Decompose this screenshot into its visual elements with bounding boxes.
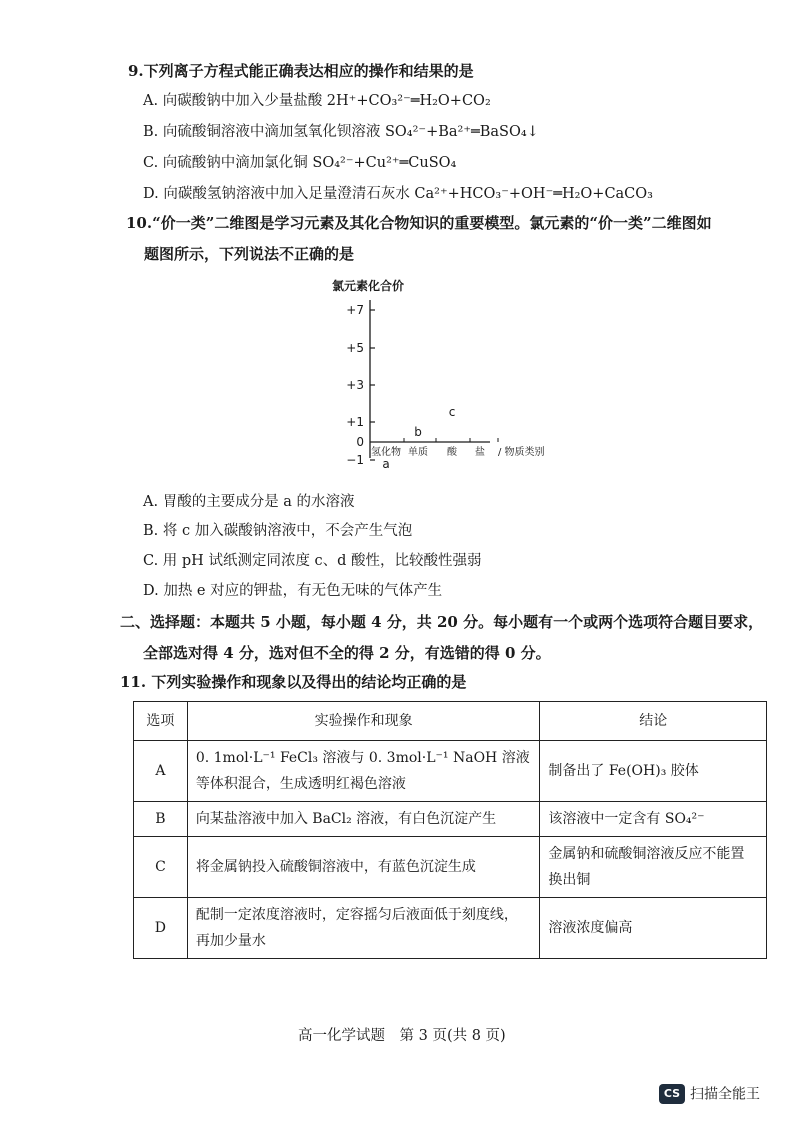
question-9-title: 9.下列离子方程式能正确表达相应的操作和结果的是 xyxy=(128,62,474,80)
row-conclusion: 溶液浓度偏高 xyxy=(540,898,767,959)
x-category-label: 盐 xyxy=(475,447,485,458)
table-header-row xyxy=(134,702,767,741)
row-option: D xyxy=(134,898,188,959)
row-conclusion: 制备出了 Fe(OH)₃ 胶体 xyxy=(540,741,767,802)
section-2-instructions-line2: 全部选对得 4 分，选对但不全的得 2 分，有选错的得 0 分。 xyxy=(143,644,551,662)
camscanner-logo-icon: CS xyxy=(659,1084,685,1104)
chart-title: 氯元素化合价 xyxy=(332,279,405,293)
q9-option-a: A. 向碳酸钠中加入少量盐酸 2H⁺+CO₃²⁻═H₂O+CO₂ xyxy=(143,93,491,109)
q10-option-b: B. 将 c 加入碳酸钠溶液中，不会产生气泡 xyxy=(143,523,413,539)
row-option: A xyxy=(134,741,188,802)
question-10-title-line1: 10.“价一类”二维图是学习元素及其化合物知识的重要模型。氯元素的“价一类”二维图如 xyxy=(126,214,712,232)
table-row xyxy=(134,741,767,802)
y-tick-label: +3 xyxy=(346,378,364,392)
row-operation: 将金属钠投入硫酸铜溶液中，有蓝色沉淀生成 xyxy=(187,837,540,898)
y-tick-label: +1 xyxy=(346,415,364,429)
y-tick-label: −1 xyxy=(346,453,364,467)
row-operation: 配制一定浓度溶液时，定容摇匀后液面低于刻度线，再加少量水 xyxy=(187,898,540,959)
q9-option-b: B. 向硫酸铜溶液中滴加氢氧化钡溶液 SO₄²⁻+Ba²⁺═BaSO₄↓ xyxy=(143,124,539,140)
q10-option-a: A. 胃酸的主要成分是 a 的水溶液 xyxy=(143,494,355,510)
row-conclusion: 该溶液中一定含有 SO₄²⁻ xyxy=(540,802,767,837)
data-point-label-a: a xyxy=(382,457,390,471)
row-option: C xyxy=(134,837,188,898)
header-conclusion: 结论 xyxy=(540,702,767,741)
q10-option-d: D. 加热 e 对应的钾盐，有无色无味的气体产生 xyxy=(143,583,443,599)
header-operation: 实验操作和现象 xyxy=(187,702,540,741)
table-row xyxy=(134,898,767,959)
valence-class-chart xyxy=(320,272,560,472)
row-operation: 向某盐溶液中加入 BaCl₂ 溶液，有白色沉淀产生 xyxy=(187,802,540,837)
x-category-label: 酸 xyxy=(447,447,457,458)
question-11-title: 11. 下列实验操作和现象以及得出的结论均正确的是 xyxy=(120,673,467,691)
q9-option-d: D. 向碳酸氢钠溶液中加入足量澄清石灰水 Ca²⁺+HCO₃⁻+OH⁻═H₂O+CaCO₃ xyxy=(143,186,653,202)
question-10-title-line2: 题图所示，下列说法不正确的是 xyxy=(144,245,355,263)
header-option: 选项 xyxy=(134,702,188,741)
scanner-watermark xyxy=(659,1083,760,1104)
data-point-label-c: c xyxy=(448,405,456,419)
section-2-instructions-line1: 二、选择题：本题共 5 小题，每小题 4 分，共 20 分。每小题有一个或两个选项符合题目要求， xyxy=(120,613,764,631)
data-point-label-b: b xyxy=(414,425,422,439)
row-conclusion: 金属钠和硫酸铜溶液反应不能置换出铜 xyxy=(540,837,767,898)
y-tick-label: +7 xyxy=(346,303,364,317)
experiment-table xyxy=(133,701,767,959)
x-category-label: 氢化物 xyxy=(371,447,401,458)
row-option: B xyxy=(134,802,188,837)
table-row xyxy=(134,837,767,898)
x-category-label: 单质 xyxy=(408,447,428,458)
page-footer: 高一化学试题 第 3 页(共 8 页) xyxy=(298,1028,506,1044)
table-row xyxy=(134,802,767,837)
x-axis-label: / 物质类别 xyxy=(498,447,545,458)
y-tick-label: 0 xyxy=(356,435,364,449)
q10-option-c: C. 用 pH 试纸测定同浓度 c、d 酸性，比较酸性强弱 xyxy=(143,553,482,569)
y-tick-label: +5 xyxy=(346,341,364,355)
row-operation: 0. 1mol·L⁻¹ FeCl₃ 溶液与 0. 3mol·L⁻¹ NaOH 溶液等体积混合，生成透明红褐色溶液 xyxy=(187,741,540,802)
q9-option-c: C. 向硫酸钠中滴加氯化铜 SO₄²⁻+Cu²⁺═CuSO₄ xyxy=(143,155,457,171)
watermark-text: 扫描全能王 xyxy=(690,1086,760,1103)
